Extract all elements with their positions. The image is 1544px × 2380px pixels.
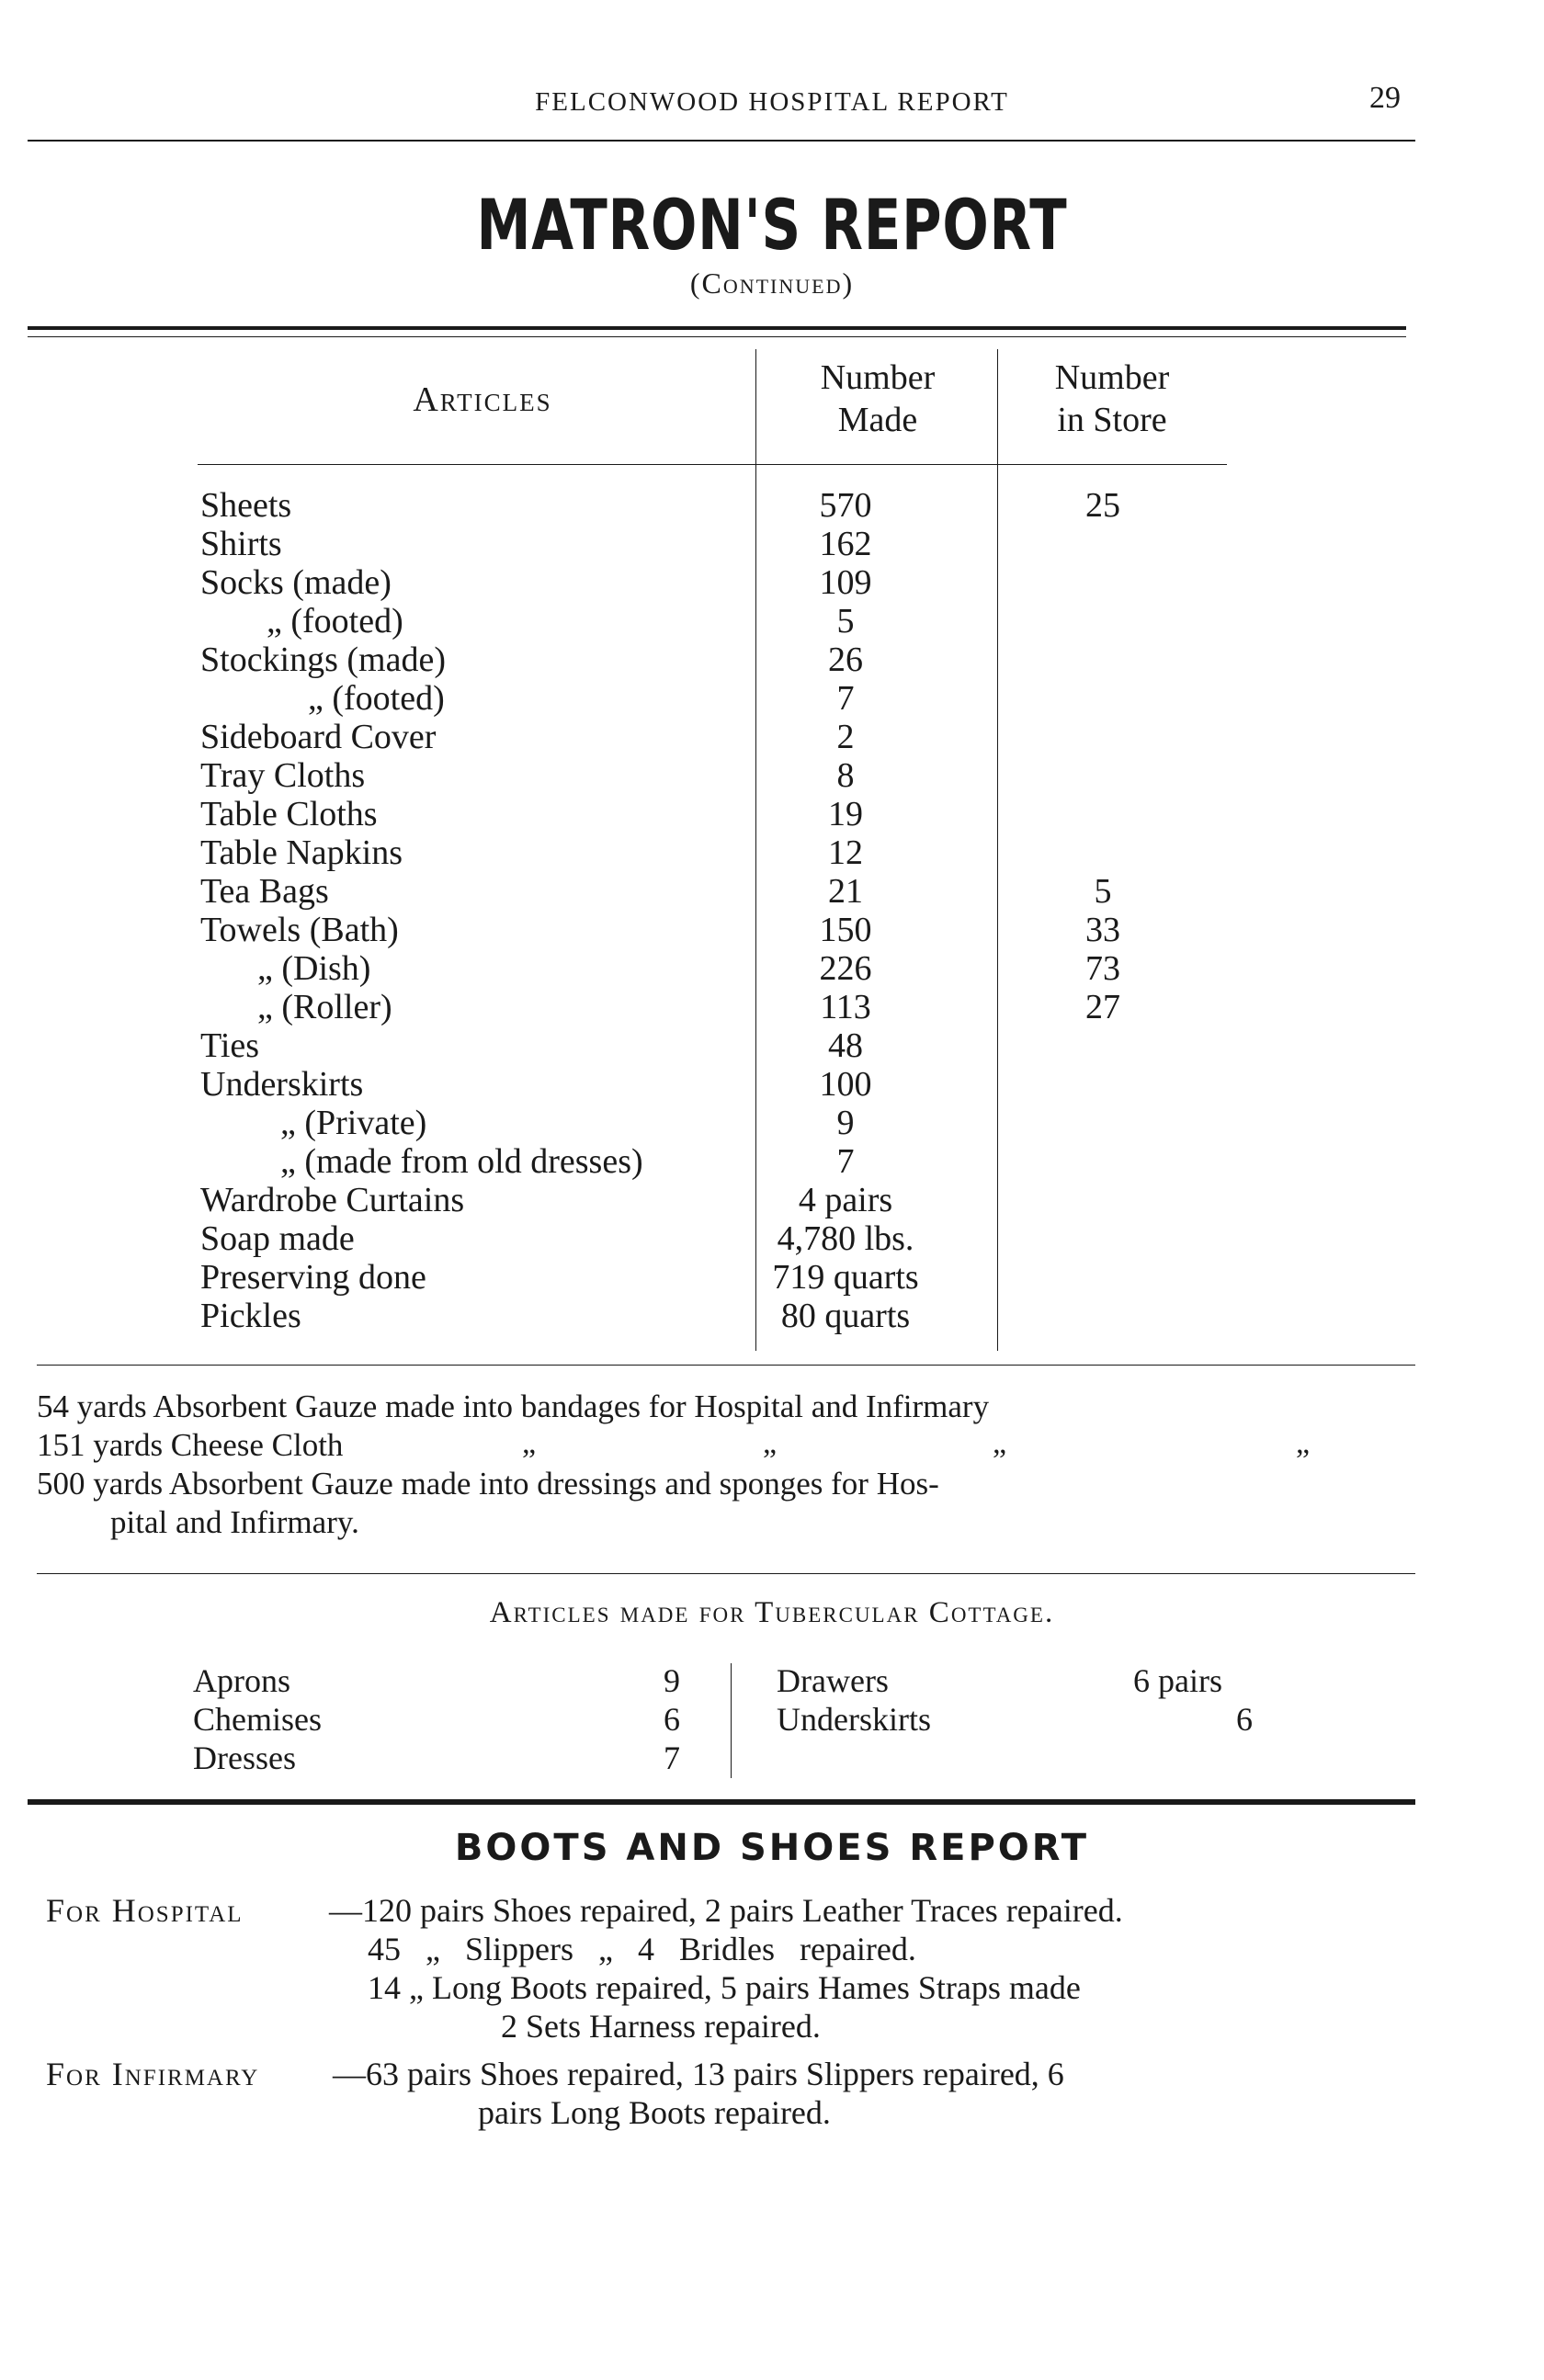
tubercular-divider bbox=[731, 1663, 732, 1778]
boots-infirmary-line: pairs Long Boots repaired. bbox=[478, 2094, 831, 2131]
running-title: FELCONWOOD HOSPITAL REPORT bbox=[535, 87, 1009, 117]
row-made: 7 bbox=[836, 679, 855, 718]
tubercular-item-name: Chemises bbox=[193, 1701, 322, 1738]
table-row bbox=[0, 949, 1544, 988]
row-article: Sideboard Cover bbox=[200, 718, 437, 756]
page-subtitle: (Continued) bbox=[689, 266, 855, 300]
tubercular-item-name: Underskirts bbox=[777, 1701, 931, 1738]
row-made: 26 bbox=[828, 640, 863, 679]
col-header-store-line1: Number bbox=[1054, 358, 1170, 397]
boots-line: 2 Sets Harness repaired. bbox=[501, 2008, 821, 2045]
col-header-made-line2: Made bbox=[837, 401, 918, 439]
table-bottom-rule bbox=[37, 1365, 1415, 1366]
note-line: pital and Infirmary. bbox=[110, 1504, 359, 1540]
tubercular-item-qty: 6 pairs bbox=[1133, 1662, 1222, 1699]
row-made: 100 bbox=[819, 1065, 872, 1104]
row-made: 8 bbox=[836, 756, 855, 795]
table-row bbox=[0, 1297, 1544, 1335]
col-header-store bbox=[1002, 357, 1222, 441]
boots-line: 14 „ Long Boots repaired, 5 pairs Hames Straps made bbox=[368, 1969, 1081, 2006]
row-store: 5 bbox=[1094, 872, 1112, 911]
boots-hospital-label: For Hospital bbox=[46, 1892, 244, 1929]
table-row bbox=[0, 602, 1544, 640]
row-made: 12 bbox=[828, 833, 863, 872]
table-row bbox=[0, 525, 1544, 563]
row-article: Soap made bbox=[200, 1219, 355, 1258]
row-article: Wardrobe Curtains bbox=[200, 1181, 465, 1219]
page-number: 29 bbox=[1369, 81, 1401, 115]
ditto-mark: „ bbox=[763, 1426, 778, 1460]
row-made: 719 quarts bbox=[772, 1258, 919, 1297]
row-made: 4,780 lbs. bbox=[777, 1219, 914, 1258]
row-made: 48 bbox=[828, 1026, 863, 1065]
table-row bbox=[0, 718, 1544, 756]
row-made: 162 bbox=[819, 525, 872, 563]
table-row bbox=[0, 640, 1544, 679]
title-rule-thick bbox=[28, 326, 1406, 330]
row-article: Pickles bbox=[200, 1297, 301, 1335]
tubercular-item-qty: 9 bbox=[664, 1662, 680, 1699]
row-article: Socks (made) bbox=[200, 563, 392, 602]
row-made: 226 bbox=[819, 949, 872, 988]
table-row bbox=[0, 795, 1544, 833]
row-store: 33 bbox=[1085, 911, 1120, 949]
table-row bbox=[0, 679, 1544, 718]
tubercular-item-name: Aprons bbox=[193, 1662, 290, 1699]
section-rule-thick bbox=[28, 1799, 1415, 1805]
table-row bbox=[0, 563, 1544, 602]
row-article: Ties bbox=[200, 1026, 260, 1065]
table-row bbox=[0, 1104, 1544, 1142]
row-article: Sheets bbox=[200, 486, 292, 525]
tubercular-item-qty: 6 bbox=[664, 1701, 680, 1738]
boots-line: —120 pairs Shoes repaired, 2 pairs Leather Traces repaired. bbox=[329, 1892, 1123, 1929]
col-header-store-line2: in Store bbox=[1057, 401, 1167, 439]
tubercular-heading: Articles made for Tubercular Cottage. bbox=[489, 1596, 1055, 1629]
tubercular-item-name: Drawers bbox=[777, 1662, 889, 1699]
row-store: 27 bbox=[1085, 988, 1120, 1026]
row-article: „ (Dish) bbox=[257, 949, 371, 988]
row-article: Table Cloths bbox=[200, 795, 378, 833]
table-row bbox=[0, 1181, 1544, 1219]
row-store: 73 bbox=[1085, 949, 1120, 988]
note-line: 500 yards Absorbent Gauze made into dressings and sponges for Hos- bbox=[37, 1466, 939, 1502]
row-article: Towels (Bath) bbox=[200, 911, 399, 949]
row-made: 2 bbox=[836, 718, 855, 756]
row-article: „ (footed) bbox=[267, 602, 403, 640]
table-row bbox=[0, 872, 1544, 911]
note-line: 54 yards Absorbent Gauze made into bandages for Hospital and Infirmary bbox=[37, 1388, 990, 1424]
row-article: Preserving done bbox=[200, 1258, 426, 1297]
note-line: 151 yards Cheese Cloth bbox=[37, 1427, 344, 1463]
tubercular-item-qty: 7 bbox=[664, 1740, 680, 1776]
row-made: 109 bbox=[819, 563, 872, 602]
row-made: 4 pairs bbox=[798, 1181, 893, 1219]
table-row bbox=[0, 1065, 1544, 1104]
page-title: MATRON'S REPORT bbox=[476, 184, 1068, 266]
tubercular-item-qty: 6 bbox=[1236, 1701, 1253, 1738]
row-made: 19 bbox=[828, 795, 863, 833]
table-header-rule bbox=[198, 464, 1227, 465]
row-store: 25 bbox=[1085, 486, 1120, 525]
row-made: 113 bbox=[820, 988, 871, 1026]
title-rule-thin bbox=[28, 336, 1406, 337]
boots-infirmary-line: —63 pairs Shoes repaired, 13 pairs Slippers repaired, 6 bbox=[333, 2056, 1064, 2092]
table-row bbox=[0, 988, 1544, 1026]
row-made: 7 bbox=[836, 1142, 855, 1181]
table-row bbox=[0, 1026, 1544, 1065]
notes-rule bbox=[37, 1573, 1415, 1574]
tubercular-item-name: Dresses bbox=[193, 1740, 296, 1776]
row-article: „ (footed) bbox=[308, 679, 445, 718]
boots-infirmary-label: For Infirmary bbox=[46, 2056, 260, 2092]
table-row bbox=[0, 1142, 1544, 1181]
row-article: Tray Cloths bbox=[200, 756, 366, 795]
table-row bbox=[0, 756, 1544, 795]
row-made: 5 bbox=[836, 602, 855, 640]
col-header-made bbox=[758, 357, 997, 441]
ditto-mark: „ bbox=[522, 1426, 537, 1460]
table-row bbox=[0, 1219, 1544, 1258]
row-made: 80 quarts bbox=[780, 1297, 911, 1335]
row-article: „ (Roller) bbox=[257, 988, 392, 1026]
row-article: Tea Bags bbox=[200, 872, 329, 911]
row-made: 9 bbox=[836, 1104, 855, 1142]
row-article: „ (made from old dresses) bbox=[280, 1142, 643, 1181]
header-rule bbox=[28, 140, 1415, 142]
boots-line: 45 „ Slippers „ 4 Bridles repaired. bbox=[368, 1931, 916, 1967]
row-article: „ (Private) bbox=[280, 1104, 427, 1142]
row-article: Table Napkins bbox=[200, 833, 403, 872]
boots-title: BOOTS AND SHOES REPORT bbox=[454, 1827, 1090, 1869]
row-article: Stockings (made) bbox=[200, 640, 447, 679]
row-made: 570 bbox=[819, 486, 872, 525]
col-header-articles: Articles bbox=[413, 380, 552, 419]
row-made: 150 bbox=[819, 911, 872, 949]
ditto-mark: „ bbox=[993, 1426, 1007, 1460]
table-row bbox=[0, 911, 1544, 949]
table-row bbox=[0, 833, 1544, 872]
table-row bbox=[0, 486, 1544, 525]
row-article: Underskirts bbox=[200, 1065, 364, 1104]
ditto-mark: „ bbox=[1296, 1426, 1311, 1460]
col-header-made-line1: Number bbox=[820, 358, 936, 397]
row-article: Shirts bbox=[200, 525, 282, 563]
table-row bbox=[0, 1258, 1544, 1297]
row-made: 21 bbox=[828, 872, 863, 911]
